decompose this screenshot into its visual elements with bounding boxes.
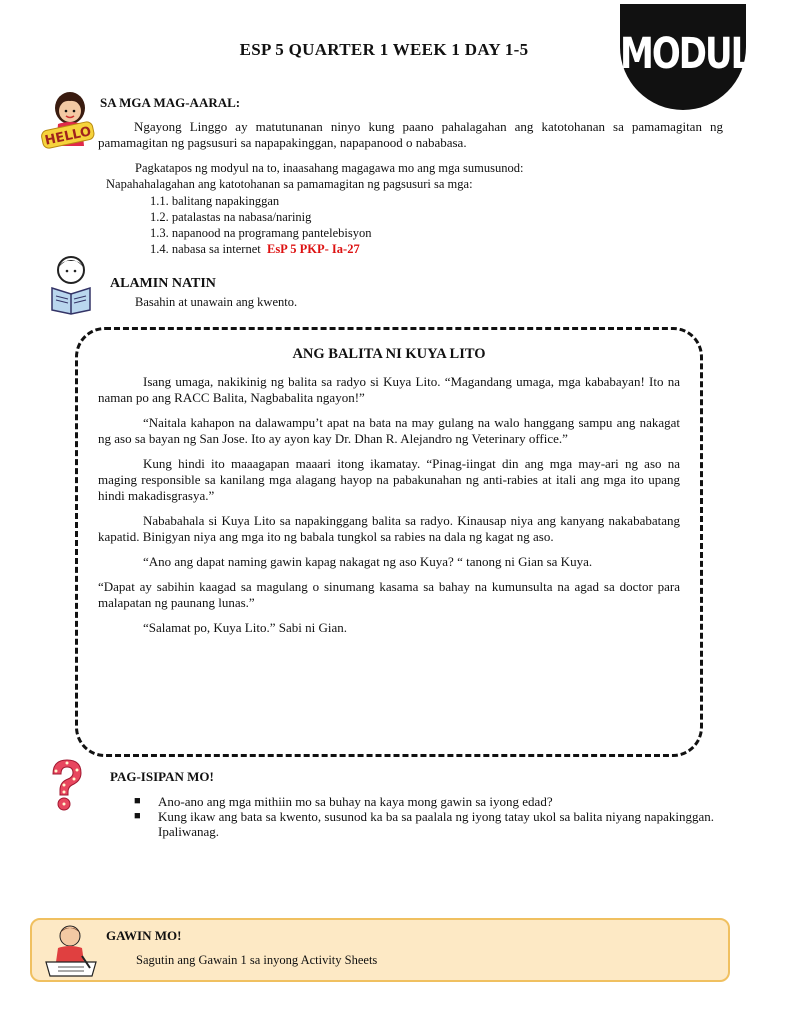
intro-para1-text: Ngayong Linggo ay matutunanan ninyo kung paano pahalagahan ang katotohanan sa pamamagitan ng pamamagitan ng pagsusuri sa napapakinggan, napapanood o nababasa. [98,119,723,150]
alamin-instruction: Basahin at unawain ang kwento. [135,295,298,309]
intro-paragraph-2: Pagkatapos ng modyul na to, inaasahang magagawa mo ang mga sumusunod: [135,161,524,175]
hello-sign-text: HELLO [43,124,93,149]
story-paragraph: Nababahala si Kuya Lito sa napakinggang balita sa radyo. Kinausap niya ang kanyang nakababatang kapatid. Binigyan niya ang mga ito ng babala tungkol sa rabies na dala ng kagat ng aso. [98,513,680,544]
objective-text: Napahahalagahan ang katotohanan sa pamamagitan ng pagsusuri sa mga: [106,177,473,191]
story-paragraph: “Salamat po, Kuya Lito.” Sabi ni Gian. [143,620,347,635]
pagisipan-heading: PAG-ISIPAN MO! [110,769,214,784]
story-title: ANG BALITA NI KUYA LITO [292,346,486,362]
list-item: 1.3. napanood na programang pantelebisyon [150,226,372,240]
list-item: 1.1. balitang napakinggan [150,194,280,208]
list-item [130,809,725,839]
reading-boy-icon [44,254,98,316]
bullet-icon: ■ [134,795,141,807]
gawin-box [30,918,730,982]
bullet-icon: ■ [134,810,141,822]
list-item [130,794,725,809]
hello-girl-icon [38,86,100,154]
objective-list [150,193,371,257]
list-item [150,241,371,257]
question-text: Kung ikaw ang bata sa kwento, susunod ka ba sa paalala ng iyong tatay ukol sa balita niyang napakinggan. Ipaliwanag. [158,809,714,839]
pagisipan-questions [130,794,725,839]
story-box [75,327,703,757]
story-paragraph: Isang umaga, nakikinig ng balita sa radyo si Kuya Lito. “Magandang umaga, mga kababayan! Ito na naman po ang RACC Balita, Nagbabalita ngayon!” [98,374,680,405]
list-item-text: 1.4. nabasa sa internet [150,242,261,256]
gawin-instruction: Sagutin ang Gawain 1 sa inyong Activity Sheets [136,953,378,967]
story-paragraph: “Dapat ay sabihin kaagad sa magulang o sinumang kasama sa bahay na kumunsulta na agad sa doctor para malapatan ng paunang lunas.” [98,579,680,610]
story-paragraph: Kung hindi ito maaagapan maaari itong ikamatay. “Pinag-iingat din ang mga may-ari ng aso na maging responsible sa kanilang mga alagang hayop na pabakunahan ng anti-rabies at itali ang mga ito upang hindi makadisgrasya.” [98,456,680,503]
story-paragraph: “Naitala kahapon na dalawampu’t apat na bata na may gulang na walo hanggang sampu ang nakagat ng aso sa bayan ng San Jose. Ito ay ayon kay Dr. Dhan R. Alejandro ng Veterinary office.” [98,415,680,446]
intro-heading: SA MGA MAG-AARAL: [100,95,241,110]
story-body [98,374,680,645]
gawin-heading: GAWIN MO! [106,928,182,943]
intro-paragraph-1 [98,119,723,151]
alamin-heading: ALAMIN NATIN [110,276,216,291]
story-paragraph: “Ano ang dapat naming gawin kapag nakagat ng aso Kuya? “ tanong ni Gian sa Kuya. [143,554,593,569]
writing-girl-icon [44,922,100,980]
modules-badge-label: MODULES [620,29,794,79]
question-text: Ano-ano ang mga mithiin mo sa buhay na kaya mong gawin sa iyong edad? [158,794,553,809]
question-mark-icon [44,758,90,812]
list-item: 1.2. patalastas na nabasa/narinig [150,210,312,224]
page-title: ESP 5 QUARTER 1 WEEK 1 DAY 1-5 [239,40,529,59]
competency-code: EsP 5 PKP- Ia-27 [266,242,360,256]
